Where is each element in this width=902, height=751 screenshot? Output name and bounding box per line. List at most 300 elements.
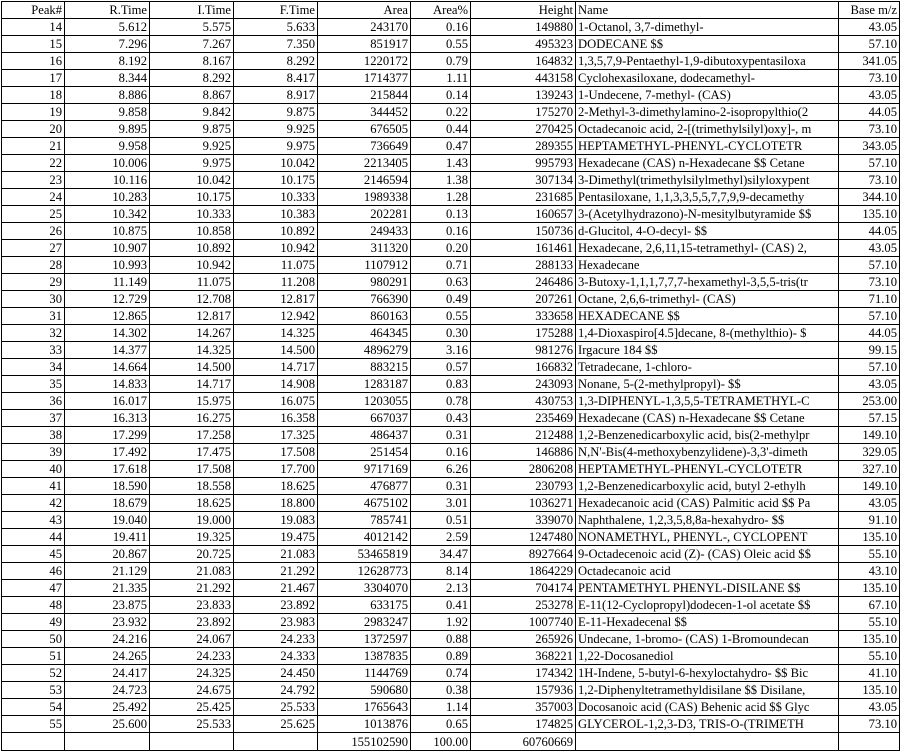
peak-table — [1, 1, 900, 751]
cell-ftime: 18.625 — [234, 478, 318, 495]
cell-base-mz: 73.10 — [839, 70, 900, 87]
cell-ftime: 24.333 — [234, 648, 318, 665]
cell-height: 164832 — [471, 53, 576, 70]
cell-itime: 11.075 — [150, 274, 234, 291]
cell-name: Cyclohexasiloxane, dodecamethyl- — [576, 70, 839, 87]
table-row — [2, 546, 900, 563]
totals-blank — [576, 733, 839, 751]
cell-itime: 17.475 — [150, 444, 234, 461]
cell-rtime: 7.296 — [65, 36, 150, 53]
cell-area: 851917 — [318, 36, 411, 53]
cell-name: 2-Methyl-3-dimethylamino-2-isopropylthio(2 — [576, 104, 839, 121]
cell-peak: 35 — [2, 376, 65, 393]
cell-area-pct: 0.89 — [411, 648, 471, 665]
header-itime: I.Time — [150, 2, 234, 19]
cell-area-pct: 0.16 — [411, 19, 471, 36]
cell-peak: 17 — [2, 70, 65, 87]
table-row — [2, 495, 900, 512]
cell-rtime: 8.344 — [65, 70, 150, 87]
cell-rtime: 24.265 — [65, 648, 150, 665]
cell-name: 1H-Indene, 5-butyl-6-hexyloctahydro- $$ Bic — [576, 665, 839, 682]
cell-peak: 42 — [2, 495, 65, 512]
table-row — [2, 70, 900, 87]
cell-area-pct: 0.47 — [411, 138, 471, 155]
cell-base-mz: 44.05 — [839, 325, 900, 342]
cell-base-mz: 135.10 — [839, 631, 900, 648]
cell-ftime: 24.792 — [234, 682, 318, 699]
table-row — [2, 155, 900, 172]
total-area: 155102590 — [318, 733, 411, 751]
cell-peak: 16 — [2, 53, 65, 70]
cell-peak: 27 — [2, 240, 65, 257]
cell-itime: 15.975 — [150, 393, 234, 410]
cell-itime: 9.875 — [150, 121, 234, 138]
cell-height: 1036271 — [471, 495, 576, 512]
cell-height: 150736 — [471, 223, 576, 240]
cell-height: 289355 — [471, 138, 576, 155]
cell-area: 476877 — [318, 478, 411, 495]
cell-itime: 23.892 — [150, 614, 234, 631]
cell-ftime: 16.075 — [234, 393, 318, 410]
cell-area: 4012142 — [318, 529, 411, 546]
cell-rtime: 16.313 — [65, 410, 150, 427]
cell-height: 270425 — [471, 121, 576, 138]
cell-name: 3-Butoxy-1,1,1,7,7,7-hexamethyl-3,5,5-tris(tr — [576, 274, 839, 291]
cell-ftime: 14.717 — [234, 359, 318, 376]
cell-area-pct: 0.65 — [411, 716, 471, 733]
cell-peak: 37 — [2, 410, 65, 427]
header-height: Height — [471, 2, 576, 19]
cell-name: N,N'-Bis(4-methoxybenzylidene)-3,3'-dimeth — [576, 444, 839, 461]
table-row — [2, 36, 900, 53]
cell-height: 333658 — [471, 308, 576, 325]
cell-area: 1107912 — [318, 257, 411, 274]
cell-height: 174825 — [471, 716, 576, 733]
cell-height: 368221 — [471, 648, 576, 665]
table-row — [2, 393, 900, 410]
table-row — [2, 257, 900, 274]
cell-itime: 9.842 — [150, 104, 234, 121]
cell-peak: 22 — [2, 155, 65, 172]
table-row — [2, 427, 900, 444]
cell-peak: 33 — [2, 342, 65, 359]
cell-name: 3-(Acetylhydrazono)-N-mesitylbutyramide $$ — [576, 206, 839, 223]
cell-rtime: 17.618 — [65, 461, 150, 478]
table-row — [2, 291, 900, 308]
cell-rtime: 25.600 — [65, 716, 150, 733]
cell-height: 357003 — [471, 699, 576, 716]
totals-row — [2, 733, 900, 751]
cell-height: 1247480 — [471, 529, 576, 546]
cell-base-mz: 135.10 — [839, 529, 900, 546]
cell-peak: 45 — [2, 546, 65, 563]
cell-rtime: 10.907 — [65, 240, 150, 257]
cell-ftime: 8.917 — [234, 87, 318, 104]
cell-peak: 49 — [2, 614, 65, 631]
cell-ftime: 9.925 — [234, 121, 318, 138]
cell-itime: 8.292 — [150, 70, 234, 87]
cell-name: 1,22-Docosanediol — [576, 648, 839, 665]
cell-area: 1220172 — [318, 53, 411, 70]
cell-base-mz: 149.10 — [839, 478, 900, 495]
cell-area: 736649 — [318, 138, 411, 155]
table-row — [2, 665, 900, 682]
cell-name: E-11(12-Cyclopropyl)dodecen-1-ol acetate $$ — [576, 597, 839, 614]
cell-base-mz: 73.10 — [839, 716, 900, 733]
cell-area-pct: 0.78 — [411, 393, 471, 410]
cell-height: 704174 — [471, 580, 576, 597]
cell-area: 2983247 — [318, 614, 411, 631]
cell-area: 4896279 — [318, 342, 411, 359]
cell-ftime: 18.800 — [234, 495, 318, 512]
cell-name: Octadecanoic acid — [576, 563, 839, 580]
cell-peak: 38 — [2, 427, 65, 444]
header-name: Name — [576, 2, 839, 19]
cell-area-pct: 0.43 — [411, 410, 471, 427]
cell-height: 265926 — [471, 631, 576, 648]
cell-base-mz: 73.10 — [839, 274, 900, 291]
cell-peak: 50 — [2, 631, 65, 648]
cell-ftime: 9.975 — [234, 138, 318, 155]
cell-itime: 14.267 — [150, 325, 234, 342]
cell-base-mz: 43.05 — [839, 19, 900, 36]
cell-base-mz: 343.05 — [839, 138, 900, 155]
cell-area-pct: 0.74 — [411, 665, 471, 682]
cell-area: 1283187 — [318, 376, 411, 393]
cell-height: 1007740 — [471, 614, 576, 631]
totals-blank — [234, 733, 318, 751]
cell-area: 202281 — [318, 206, 411, 223]
cell-base-mz: 41.10 — [839, 665, 900, 682]
cell-name: 1,4-Dioxaspiro[4.5]decane, 8-(methylthio)- $ — [576, 325, 839, 342]
cell-ftime: 10.042 — [234, 155, 318, 172]
cell-peak: 14 — [2, 19, 65, 36]
cell-rtime: 8.886 — [65, 87, 150, 104]
cell-height: 243093 — [471, 376, 576, 393]
cell-area: 766390 — [318, 291, 411, 308]
cell-height: 246486 — [471, 274, 576, 291]
cell-ftime: 14.325 — [234, 325, 318, 342]
cell-area-pct: 0.55 — [411, 308, 471, 325]
cell-area-pct: 0.16 — [411, 223, 471, 240]
cell-name: GLYCEROL-1,2,3-D3, TRIS-O-(TRIMETH — [576, 716, 839, 733]
cell-base-mz: 43.05 — [839, 240, 900, 257]
cell-peak: 40 — [2, 461, 65, 478]
table-row — [2, 87, 900, 104]
cell-itime: 10.858 — [150, 223, 234, 240]
cell-base-mz: 91.10 — [839, 512, 900, 529]
cell-name: Naphthalene, 1,2,3,5,8,8a-hexahydro- $$ — [576, 512, 839, 529]
cell-height: 139243 — [471, 87, 576, 104]
table-row — [2, 359, 900, 376]
cell-itime: 14.500 — [150, 359, 234, 376]
cell-ftime: 24.233 — [234, 631, 318, 648]
cell-rtime: 8.192 — [65, 53, 150, 70]
cell-area-pct: 0.55 — [411, 36, 471, 53]
cell-base-mz: 57.10 — [839, 155, 900, 172]
cell-area: 243170 — [318, 19, 411, 36]
cell-itime: 24.325 — [150, 665, 234, 682]
cell-area-pct: 0.44 — [411, 121, 471, 138]
cell-name: Hexadecanoic acid (CAS) Palmitic acid $$ Pa — [576, 495, 839, 512]
cell-name: 1,2-Benzenedicarboxylic acid, butyl 2-ethylh — [576, 478, 839, 495]
cell-peak: 52 — [2, 665, 65, 682]
cell-base-mz: 55.10 — [839, 648, 900, 665]
cell-base-mz: 44.05 — [839, 223, 900, 240]
cell-base-mz: 71.10 — [839, 291, 900, 308]
cell-area: 344452 — [318, 104, 411, 121]
cell-height: 174342 — [471, 665, 576, 682]
cell-area-pct: 0.57 — [411, 359, 471, 376]
table-row — [2, 597, 900, 614]
totals-blank — [150, 733, 234, 751]
cell-height: 175270 — [471, 104, 576, 121]
cell-ftime: 14.500 — [234, 342, 318, 359]
table-row — [2, 274, 900, 291]
cell-ftime: 21.292 — [234, 563, 318, 580]
header-area: Area — [318, 2, 411, 19]
cell-height: 235469 — [471, 410, 576, 427]
cell-peak: 43 — [2, 512, 65, 529]
cell-itime: 21.292 — [150, 580, 234, 597]
cell-rtime: 20.867 — [65, 546, 150, 563]
cell-area-pct: 0.83 — [411, 376, 471, 393]
cell-itime: 21.083 — [150, 563, 234, 580]
cell-height: 430753 — [471, 393, 576, 410]
cell-area: 486437 — [318, 427, 411, 444]
cell-ftime: 8.417 — [234, 70, 318, 87]
cell-ftime: 5.633 — [234, 19, 318, 36]
cell-ftime: 25.625 — [234, 716, 318, 733]
cell-itime: 17.258 — [150, 427, 234, 444]
cell-rtime: 10.283 — [65, 189, 150, 206]
table-row — [2, 240, 900, 257]
cell-area-pct: 1.92 — [411, 614, 471, 631]
cell-rtime: 9.958 — [65, 138, 150, 155]
cell-itime: 17.508 — [150, 461, 234, 478]
cell-ftime: 23.892 — [234, 597, 318, 614]
cell-height: 339070 — [471, 512, 576, 529]
table-row — [2, 563, 900, 580]
table-row — [2, 189, 900, 206]
cell-name: Pentasiloxane, 1,1,3,3,5,5,7,7,9,9-decamethy — [576, 189, 839, 206]
table-row — [2, 512, 900, 529]
cell-rtime: 23.932 — [65, 614, 150, 631]
cell-area: 251454 — [318, 444, 411, 461]
cell-base-mz: 99.15 — [839, 342, 900, 359]
cell-itime: 10.892 — [150, 240, 234, 257]
cell-height: 1864229 — [471, 563, 576, 580]
table-row — [2, 716, 900, 733]
table-row — [2, 308, 900, 325]
cell-rtime: 14.833 — [65, 376, 150, 393]
cell-peak: 32 — [2, 325, 65, 342]
cell-base-mz: 73.10 — [839, 121, 900, 138]
cell-name: Hexadecane (CAS) n-Hexadecane $$ Cetane — [576, 155, 839, 172]
table-row — [2, 342, 900, 359]
table-row — [2, 206, 900, 223]
cell-area-pct: 2.59 — [411, 529, 471, 546]
cell-ftime: 16.358 — [234, 410, 318, 427]
cell-area-pct: 2.13 — [411, 580, 471, 597]
cell-area: 9717169 — [318, 461, 411, 478]
cell-area-pct: 34.47 — [411, 546, 471, 563]
cell-ftime: 21.083 — [234, 546, 318, 563]
cell-itime: 24.675 — [150, 682, 234, 699]
cell-peak: 19 — [2, 104, 65, 121]
cell-name: HEXADECANE $$ — [576, 308, 839, 325]
cell-peak: 15 — [2, 36, 65, 53]
cell-height: 288133 — [471, 257, 576, 274]
cell-area-pct: 0.22 — [411, 104, 471, 121]
cell-base-mz: 55.10 — [839, 614, 900, 631]
cell-base-mz: 44.05 — [839, 104, 900, 121]
cell-height: 2806208 — [471, 461, 576, 478]
cell-base-mz: 57.10 — [839, 359, 900, 376]
cell-rtime: 24.216 — [65, 631, 150, 648]
cell-peak: 20 — [2, 121, 65, 138]
header-base-mz: Base m/z — [839, 2, 900, 19]
table-row — [2, 461, 900, 478]
cell-rtime: 10.342 — [65, 206, 150, 223]
cell-name: PENTAMETHYL PHENYL-DISILANE $$ — [576, 580, 839, 597]
cell-height: 212488 — [471, 427, 576, 444]
cell-itime: 18.625 — [150, 495, 234, 512]
cell-name: Octane, 2,6,6-trimethyl- (CAS) — [576, 291, 839, 308]
cell-rtime: 14.302 — [65, 325, 150, 342]
cell-area: 667037 — [318, 410, 411, 427]
cell-peak: 29 — [2, 274, 65, 291]
table-row — [2, 444, 900, 461]
cell-area: 883215 — [318, 359, 411, 376]
cell-name: d-Glucitol, 4-O-decyl- $$ — [576, 223, 839, 240]
cell-area: 249433 — [318, 223, 411, 240]
cell-area: 1714377 — [318, 70, 411, 87]
table-row — [2, 529, 900, 546]
cell-rtime: 17.492 — [65, 444, 150, 461]
table-row — [2, 699, 900, 716]
cell-height: 166832 — [471, 359, 576, 376]
cell-area-pct: 0.31 — [411, 427, 471, 444]
cell-itime: 25.533 — [150, 716, 234, 733]
cell-rtime: 19.040 — [65, 512, 150, 529]
cell-peak: 53 — [2, 682, 65, 699]
cell-peak: 36 — [2, 393, 65, 410]
total-height: 60760669 — [471, 733, 576, 751]
table-row — [2, 580, 900, 597]
cell-area-pct: 0.16 — [411, 444, 471, 461]
cell-area-pct: 0.41 — [411, 597, 471, 614]
cell-base-mz: 135.10 — [839, 580, 900, 597]
table-row — [2, 138, 900, 155]
cell-rtime: 10.875 — [65, 223, 150, 240]
cell-name: 1-Octanol, 3,7-dimethyl- — [576, 19, 839, 36]
cell-base-mz: 57.10 — [839, 36, 900, 53]
cell-ftime: 19.475 — [234, 529, 318, 546]
cell-itime: 23.833 — [150, 597, 234, 614]
cell-height: 161461 — [471, 240, 576, 257]
cell-rtime: 18.590 — [65, 478, 150, 495]
totals-blank — [65, 733, 150, 751]
cell-name: NONAMETHYL, PHENYL-, CYCLOPENT — [576, 529, 839, 546]
cell-height: 149880 — [471, 19, 576, 36]
cell-base-mz: 43.10 — [839, 563, 900, 580]
table-row — [2, 172, 900, 189]
cell-itime: 10.042 — [150, 172, 234, 189]
cell-rtime: 10.006 — [65, 155, 150, 172]
cell-ftime: 9.875 — [234, 104, 318, 121]
cell-itime: 7.267 — [150, 36, 234, 53]
cell-itime: 10.942 — [150, 257, 234, 274]
cell-peak: 21 — [2, 138, 65, 155]
cell-base-mz: 57.10 — [839, 257, 900, 274]
cell-rtime: 19.411 — [65, 529, 150, 546]
cell-ftime: 10.942 — [234, 240, 318, 257]
cell-height: 981276 — [471, 342, 576, 359]
cell-ftime: 7.350 — [234, 36, 318, 53]
cell-rtime: 12.865 — [65, 308, 150, 325]
cell-area: 1372597 — [318, 631, 411, 648]
cell-name: Undecane, 1-bromo- (CAS) 1-Bromoundecan — [576, 631, 839, 648]
cell-peak: 24 — [2, 189, 65, 206]
cell-name: 1,3-DIPHENYL-1,3,5,5-TETRAMETHYL-C — [576, 393, 839, 410]
cell-rtime: 24.417 — [65, 665, 150, 682]
cell-name: 1,3,5,7,9-Pentaethyl-1,9-dibutoxypentasiloxa — [576, 53, 839, 70]
cell-area-pct: 1.38 — [411, 172, 471, 189]
cell-height: 995793 — [471, 155, 576, 172]
cell-name: 3-Dimethyl(trimethylsilylmethyl)silyloxypent — [576, 172, 839, 189]
cell-area-pct: 6.26 — [411, 461, 471, 478]
cell-area-pct: 0.20 — [411, 240, 471, 257]
cell-ftime: 8.292 — [234, 53, 318, 70]
cell-rtime: 9.858 — [65, 104, 150, 121]
cell-area-pct: 0.49 — [411, 291, 471, 308]
cell-area-pct: 0.13 — [411, 206, 471, 223]
cell-area-pct: 1.14 — [411, 699, 471, 716]
cell-area-pct: 0.88 — [411, 631, 471, 648]
cell-rtime: 25.492 — [65, 699, 150, 716]
cell-name: 1-Undecene, 7-methyl- (CAS) — [576, 87, 839, 104]
cell-ftime: 23.983 — [234, 614, 318, 631]
cell-base-mz: 57.10 — [839, 308, 900, 325]
cell-name: Octadecanoic acid, 2-[(trimethylsilyl)oxy]-, m — [576, 121, 839, 138]
cell-rtime: 12.729 — [65, 291, 150, 308]
cell-rtime: 9.895 — [65, 121, 150, 138]
cell-itime: 14.717 — [150, 376, 234, 393]
cell-itime: 18.558 — [150, 478, 234, 495]
cell-name: HEPTAMETHYL-PHENYL-CYCLOTETR — [576, 461, 839, 478]
table-row — [2, 325, 900, 342]
cell-rtime: 11.149 — [65, 274, 150, 291]
cell-rtime: 18.679 — [65, 495, 150, 512]
cell-height: 157936 — [471, 682, 576, 699]
cell-itime: 10.333 — [150, 206, 234, 223]
cell-ftime: 17.325 — [234, 427, 318, 444]
cell-base-mz: 43.05 — [839, 495, 900, 512]
cell-ftime: 10.383 — [234, 206, 318, 223]
cell-height: 207261 — [471, 291, 576, 308]
cell-name: Docosanoic acid (CAS) Behenic acid $$ Glyc — [576, 699, 839, 716]
cell-rtime: 23.875 — [65, 597, 150, 614]
cell-peak: 31 — [2, 308, 65, 325]
cell-area: 1144769 — [318, 665, 411, 682]
cell-height: 146886 — [471, 444, 576, 461]
cell-area: 2146594 — [318, 172, 411, 189]
cell-area: 785741 — [318, 512, 411, 529]
cell-ftime: 19.083 — [234, 512, 318, 529]
cell-ftime: 11.075 — [234, 257, 318, 274]
table-row — [2, 614, 900, 631]
